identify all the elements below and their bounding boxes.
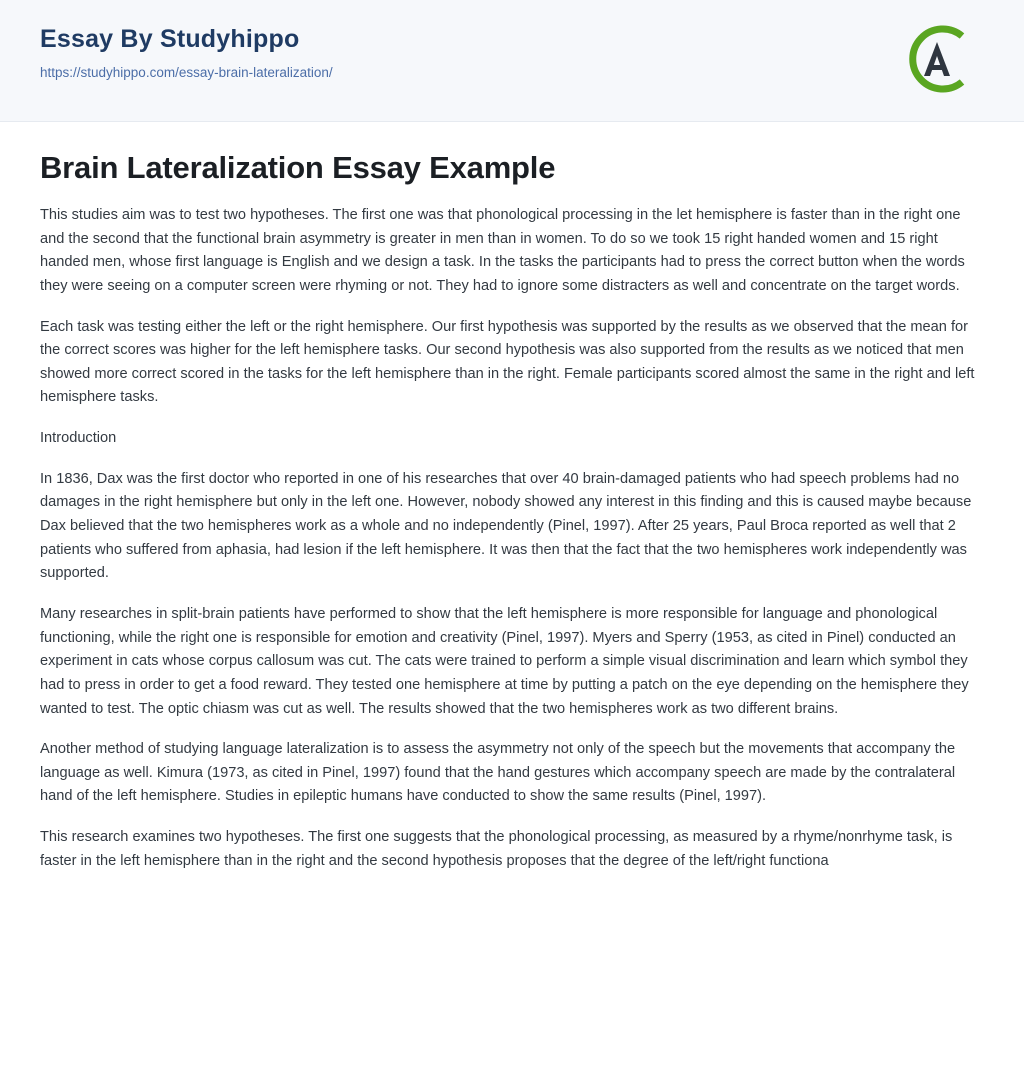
paragraph: This studies aim was to test two hypotheses. The first one was that phonological processing in the let hemisphere is faster than in the right one and the second that the functional brain asymmetry is greater in men than in women. To do so we took 15 right handed women and 15 right handed men, whose first language is English and we design a task. In the tasks the participants had to press the correct button when the words they were seeing on a computer screen were rhyming or not. They had to ignore some distracters as well and concentrate on the target words. xyxy=(40,207,965,294)
page-title: Brain Lateralization Essay Example xyxy=(40,150,556,185)
paragraph: Another method of studying language lateralization is to assess the asymmetry not only of the speech but the movements that accompany the language as well. Kimura (1973, as cited in Pinel, 1997) found that the hand gestures which accompany speech are made by the contralateral hand of the left hemisphere. Studies in epileptic humans have conducted to show the same results (Pinel, 1997). xyxy=(40,741,956,805)
paragraph: This research examines two hypotheses. The first one suggests that the phonological processing, as measured by a rhyme/nonrhyme task, is faster in the left hemisphere than in the right and the second hypothesis proposes that the degree of the left/right functiona xyxy=(40,829,953,869)
studyhippo-logo xyxy=(900,22,974,96)
paragraph: Each task was testing either the left or the right hemisphere. Our first hypothesis was supported by the results as we observed that the mean for the correct scores was higher for the left hemisphere tasks. Our second hypothesis was also supported from the results as we noticed that men showed more correct scored in the tasks for the left hemisphere than in the right. Female participants scored almost the same in the right and left hemisphere tasks. xyxy=(40,318,975,406)
paragraph: Many researches in split-brain patients have performed to show that the left hemisphere is more responsible for language and phonological functioning, while the right one is responsible for emotion and creativity (Pinel, 1997). Myers and Sperry (1953, as cited in Pinel) conducted an experiment in cats whose corpus callosum was cut. The cats were trained to perform a simple visual discrimination and learn which symbol they had to press in order to get a food reward. They tested one hemisphere at time by putting a patch on the eye depending on the hemisphere they wanted to test. The optic chiasm was cut as well. The results showed that the two hemispheres work as two different brains. xyxy=(40,605,969,717)
site-header xyxy=(0,0,1024,122)
source-url-link[interactable]: https://studyhippo.com/essay-brain-lateralization/ xyxy=(40,64,333,80)
brand-block xyxy=(40,26,333,80)
site-title: Essay By Studyhippo xyxy=(40,25,300,53)
article-body xyxy=(0,122,1024,913)
paragraph: In 1836, Dax was the first doctor who reported in one of his researches that over 40 brain-damaged patients who had speech problems had no damages in the right hemisphere but only in the left one. However, nobody showed any interest in this finding and this is caused maybe because Dax believed that the two hemispheres work as a whole and no independently (Pinel, 1997). After 25 years, Paul Broca reported as well that 2 patients who suffered from aphasia, had lesion if the left hemisphere. It was then that the fact that the two hemispheres work independently was supported. xyxy=(40,470,972,582)
section-heading-introduction: Introduction xyxy=(40,430,117,447)
